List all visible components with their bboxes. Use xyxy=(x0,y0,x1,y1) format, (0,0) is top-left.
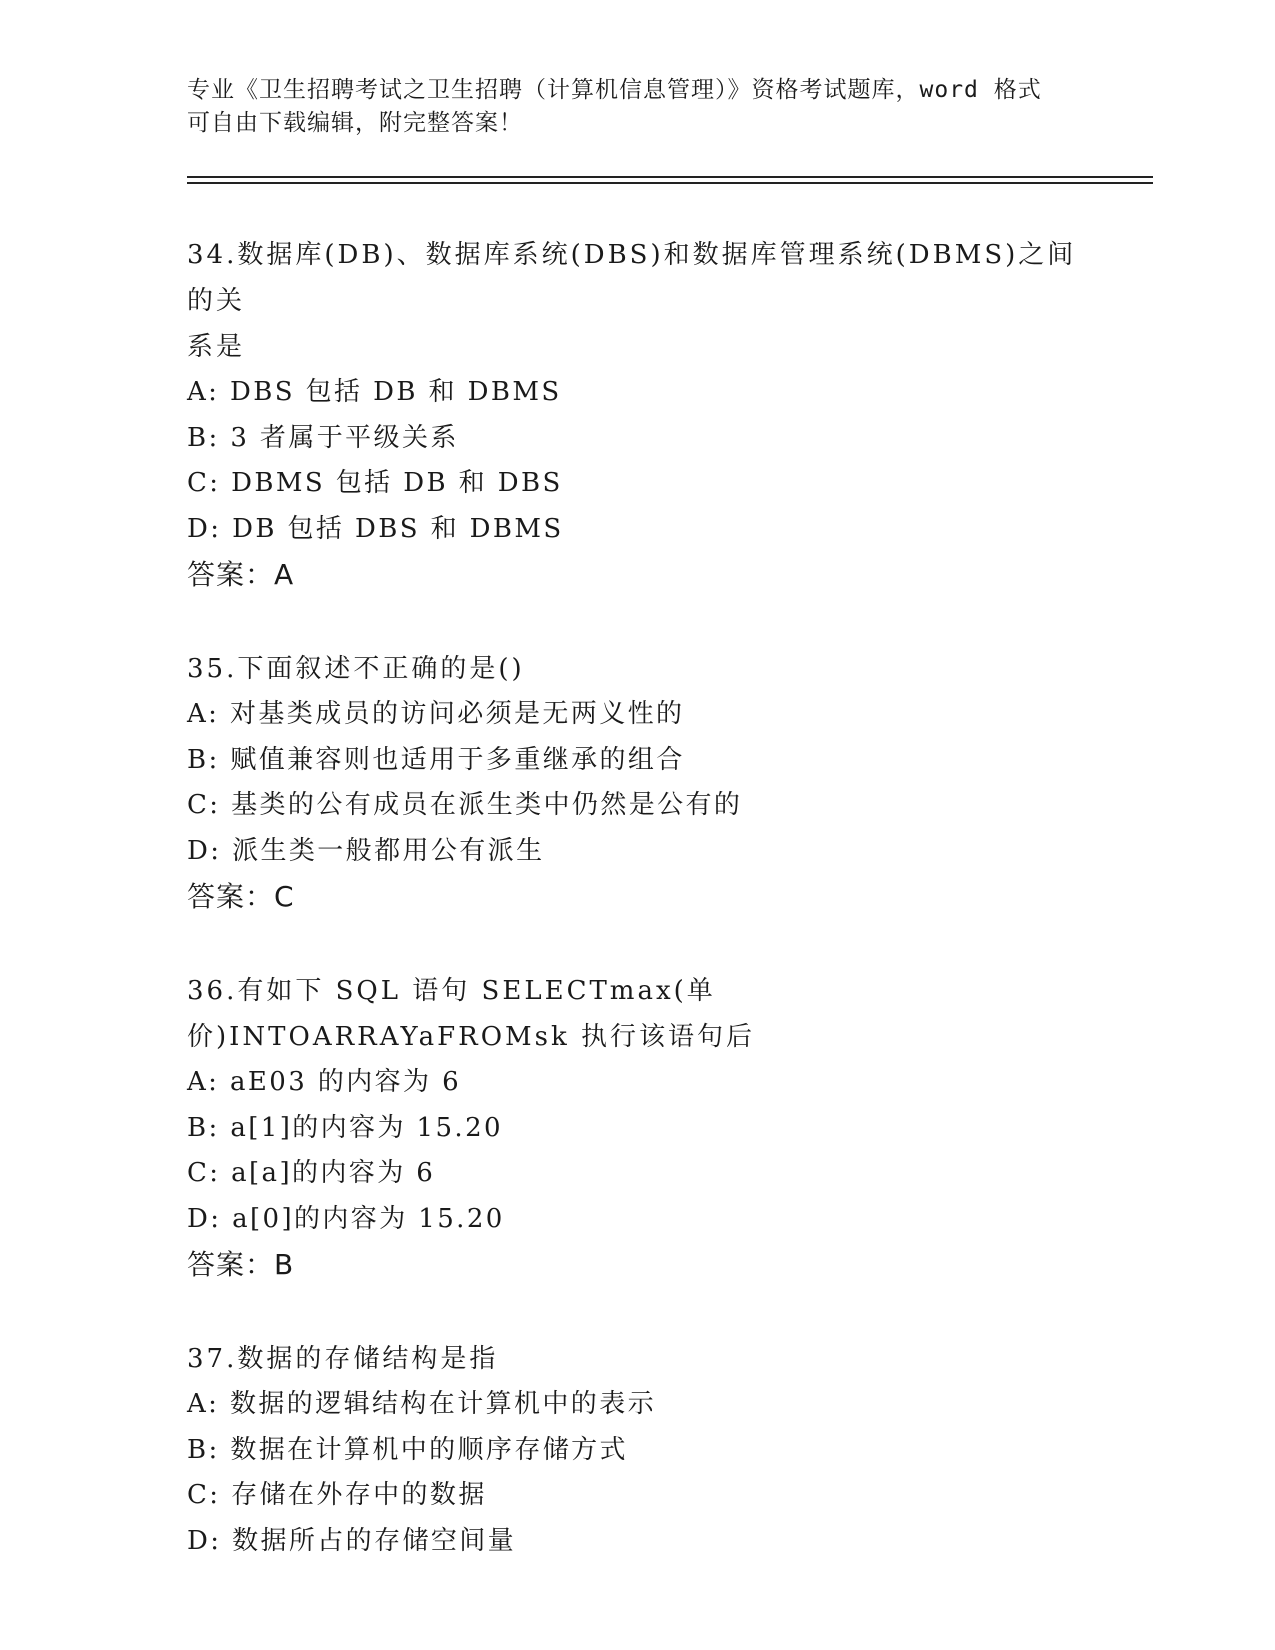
header-line-1: 专业《卫生招聘考试之卫生招聘（计算机信息管理）》资格考试题库，word 格式 xyxy=(187,77,1042,103)
option-d: D: 派生类一般都用公有派生 xyxy=(187,835,545,866)
answer: 答案：B xyxy=(187,1248,295,1281)
question-36 xyxy=(187,968,1087,1288)
option-a: A: DBS 包括 DB 和 DBMS xyxy=(187,377,562,407)
question-34 xyxy=(187,232,1087,598)
question-title-continued: 系是 xyxy=(187,332,246,362)
question-title: 34.数据库(DB)、数据库系统(DBS)和数据库管理系统(DBMS)之间的关 xyxy=(187,240,1077,316)
option-b: B: 赋值兼容则也适用于多重继承的组合 xyxy=(187,744,685,775)
answer: 答案：C xyxy=(187,880,295,913)
option-c: C: DBMS 包括 DB 和 DBS xyxy=(187,468,563,498)
option-d: D: DB 包括 DBS 和 DBMS xyxy=(187,513,564,544)
question-list xyxy=(187,232,1087,1612)
document-header xyxy=(187,74,1087,140)
option-d: D: 数据所占的存储空间量 xyxy=(187,1525,517,1556)
header-line-2: 可自由下载编辑，附完整答案！ xyxy=(187,110,523,136)
question-title: 37.数据的存储结构是指 xyxy=(187,1344,499,1374)
option-a: A: aE03 的内容为 6 xyxy=(187,1067,462,1097)
option-c: C: 基类的公有成员在派生类中仍然是公有的 xyxy=(187,790,743,820)
question-37 xyxy=(187,1336,1087,1564)
option-b: B: 数据在计算机中的顺序存储方式 xyxy=(187,1434,628,1465)
option-b: B: a[1]的内容为 15.20 xyxy=(187,1112,503,1143)
option-c: C: 存储在外存中的数据 xyxy=(187,1480,487,1510)
question-35 xyxy=(187,646,1087,920)
header-divider-bottom xyxy=(187,182,1153,184)
option-b: B: 3 者属于平级关系 xyxy=(187,422,459,453)
option-a: A: 数据的逻辑结构在计算机中的表示 xyxy=(187,1389,657,1419)
option-a: A: 对基类成员的访问必须是无两义性的 xyxy=(187,699,685,729)
option-c: C: a[a]的内容为 6 xyxy=(187,1158,436,1188)
question-title: 35.下面叙述不正确的是() xyxy=(187,654,525,684)
header-divider-top xyxy=(187,176,1153,178)
option-d: D: a[0]的内容为 15.20 xyxy=(187,1203,505,1234)
question-title: 36.有如下 SQL 语句 SELECTmax(单价)INTOARRAYaFROMsk 执行该语句后 xyxy=(187,976,756,1052)
answer: 答案：A xyxy=(187,558,295,591)
